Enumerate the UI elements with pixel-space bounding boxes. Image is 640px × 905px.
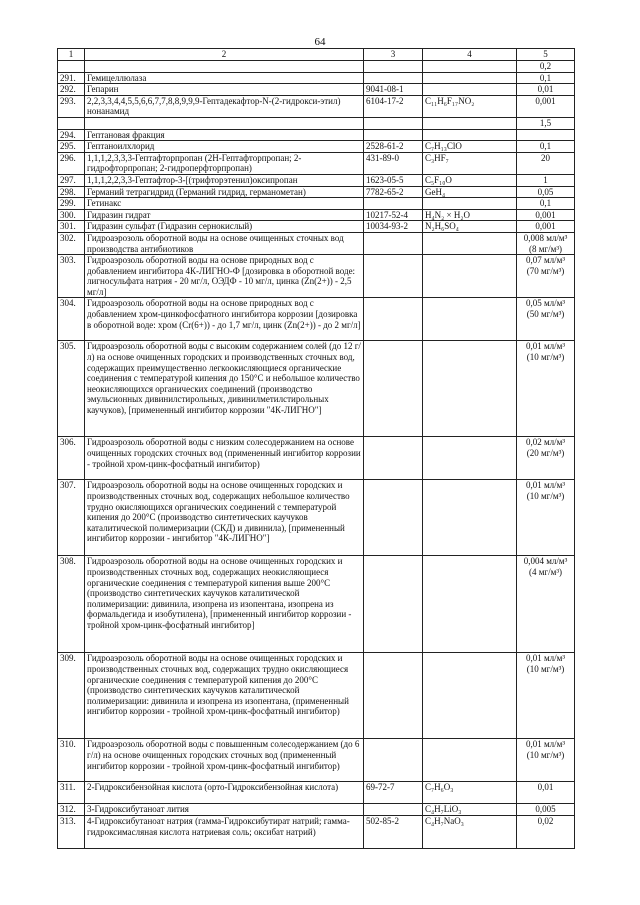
limit-value: 1,5 bbox=[517, 117, 575, 129]
limit-value: 0,1 bbox=[517, 198, 575, 210]
limit-value: 0,2 bbox=[517, 61, 575, 73]
row-number bbox=[58, 117, 85, 129]
chemical-formula: GeH₄ bbox=[423, 186, 517, 198]
table-row bbox=[58, 221, 575, 233]
substance-name: Гидроаэрозоль оборотной воды на основе очищенных городских и производственных сточных вод, содержащих трудно окисляющиеся органические соединения с температурой кипения до 200°С (производство синтетических каучуков каталитической полимеризации: дивинила и изопрена из изопентана, (примененный ингибитор коррозии - тройной хром-цинк-фосфатный ингибитор) bbox=[85, 653, 364, 739]
limit-value: 0,004 мл/м³ (4 мг/м³) bbox=[517, 556, 575, 653]
row-number: 307. bbox=[58, 480, 85, 556]
row-number: 312. bbox=[58, 804, 85, 816]
table-row bbox=[58, 152, 575, 174]
substance-name bbox=[85, 117, 364, 129]
chemical-formula: C₁₁H₆F₁₇NO₂ bbox=[423, 95, 517, 117]
chemical-formula bbox=[423, 341, 517, 437]
substance-name: 2,2,3,3,4,4,5,5,6,6,7,7,8,8,9,9,9-Гептадекафтор-N-(2-гидрокси-этил) нонанамид bbox=[85, 95, 364, 117]
cas-number bbox=[364, 129, 423, 141]
chemical-formula bbox=[423, 739, 517, 782]
substance-name: Гептаноилхлорид bbox=[85, 141, 364, 153]
chemical-formula: N₂H₆SO₄ bbox=[423, 221, 517, 233]
limit-value: 0,008 мл/м³ (8 мг/м³) bbox=[517, 232, 575, 254]
substance-name: Гидразин гидрат bbox=[85, 209, 364, 221]
chemical-formula bbox=[423, 556, 517, 653]
row-number: 293. bbox=[58, 95, 85, 117]
table-header-row bbox=[58, 49, 575, 61]
substance-name: 3-Гидроксибутаноат лития bbox=[85, 804, 364, 816]
table-row bbox=[58, 480, 575, 556]
substance-name: Гетинакс bbox=[85, 198, 364, 210]
table-row bbox=[58, 437, 575, 480]
cas-number bbox=[364, 341, 423, 437]
substance-name: 1,1,1,2,3,3,3-Гептафторпропан (2Н-Гептафторпропан; 2-гидрофторпропан; 2-гидроперфторпропан) bbox=[85, 152, 364, 174]
hygienic-standards-table bbox=[57, 48, 575, 849]
table-row bbox=[58, 141, 575, 153]
chemical-formula: C₇H₁₃ClO bbox=[423, 141, 517, 153]
cas-number: 502-85-2 bbox=[364, 816, 423, 849]
substance-name: Гидроаэрозоль оборотной воды на основе природных вод с добавлением ингибитора 4К-ЛИГНО-Ф [дозировка в оборотной воде: лигносульфата натрия - 20 мг/л, ОЭДФ - 10 мг/л, цинка (Zn(2+)) - 2,5 мг/л] bbox=[85, 255, 364, 298]
substance-name: Гептановая фракция bbox=[85, 129, 364, 141]
limit-value: 0,005 bbox=[517, 804, 575, 816]
row-number: 299. bbox=[58, 198, 85, 210]
chemical-formula bbox=[423, 255, 517, 298]
row-number: 301. bbox=[58, 221, 85, 233]
chemical-formula: H₄N₂ × H₂O bbox=[423, 209, 517, 221]
limit-value: 0,01 bbox=[517, 84, 575, 96]
chemical-formula: C₇H₆O₃ bbox=[423, 782, 517, 804]
substance-name: Гидроаэрозоль оборотной воды с повышенным солесодержанием (до 6 г/л) на основе очищенных городских сточных вод (примененный ингибитор коррозии - тройной хром-цинк-фосфатный ингибитор) bbox=[85, 739, 364, 782]
limit-value: 0,01 мл/м³ (10 мг/м³) bbox=[517, 653, 575, 739]
substance-name: 2-Гидроксибензойная кислота (орто-Гидроксибензойная кислота) bbox=[85, 782, 364, 804]
header-col-4: 4 bbox=[423, 49, 517, 61]
chemical-formula bbox=[423, 72, 517, 84]
limit-value: 0,05 мл/м³ (50 мг/м³) bbox=[517, 298, 575, 341]
row-number: 309. bbox=[58, 653, 85, 739]
cas-number bbox=[364, 480, 423, 556]
limit-value: 0,02 мл/м³ (20 мг/м³) bbox=[517, 437, 575, 480]
table-row bbox=[58, 739, 575, 782]
row-number: 302. bbox=[58, 232, 85, 254]
row-number bbox=[58, 61, 85, 73]
row-number: 304. bbox=[58, 298, 85, 341]
chemical-formula bbox=[423, 117, 517, 129]
cas-number: 431-89-0 bbox=[364, 152, 423, 174]
cas-number: 7782-65-2 bbox=[364, 186, 423, 198]
row-number: 300. bbox=[58, 209, 85, 221]
substance-name: Гидразин сульфат (Гидразин сернокислый) bbox=[85, 221, 364, 233]
table-row bbox=[58, 804, 575, 816]
limit-value: 1 bbox=[517, 174, 575, 186]
row-number: 296. bbox=[58, 152, 85, 174]
substance-name: Гидроаэрозоль оборотной воды с низким солесодержанием на основе очищенных городских сточных вод (примененный ингибитор коррозии - тройной хром-цинк-фосфатный ингибитор) bbox=[85, 437, 364, 480]
table-row bbox=[58, 255, 575, 298]
cas-number bbox=[364, 804, 423, 816]
cas-number bbox=[364, 653, 423, 739]
cas-number bbox=[364, 61, 423, 73]
limit-value: 0,1 bbox=[517, 141, 575, 153]
table-row bbox=[58, 556, 575, 653]
chemical-formula bbox=[423, 437, 517, 480]
chemical-formula: C₄H₇NaO₃ bbox=[423, 816, 517, 849]
table-row bbox=[58, 653, 575, 739]
chemical-formula bbox=[423, 653, 517, 739]
row-number: 303. bbox=[58, 255, 85, 298]
row-number: 306. bbox=[58, 437, 85, 480]
table-row bbox=[58, 816, 575, 849]
table-row bbox=[58, 209, 575, 221]
row-number: 313. bbox=[58, 816, 85, 849]
limit-value: 0,05 bbox=[517, 186, 575, 198]
table-row bbox=[58, 341, 575, 437]
limit-value: 0,01 мл/м³ (10 мг/м³) bbox=[517, 480, 575, 556]
table-row bbox=[58, 72, 575, 84]
header-col-5: 5 bbox=[517, 49, 575, 61]
substance-name bbox=[85, 61, 364, 73]
cas-number: 69-72-7 bbox=[364, 782, 423, 804]
substance-name: 1,1,1,2,2,3,3-Гептафтор-3-[(трифторэтенил)оксипропан bbox=[85, 174, 364, 186]
chemical-formula bbox=[423, 298, 517, 341]
limit-value: 0,1 bbox=[517, 72, 575, 84]
table-body bbox=[58, 61, 575, 849]
row-number: 294. bbox=[58, 129, 85, 141]
page-number: 64 bbox=[314, 36, 326, 48]
substance-name: Гидроаэрозоль оборотной воды с высоким содержанием солей (до 12 г/л) на основе очищенных городских и производственных сточных вод, содержащих преимущественно легкоокисляющиеся органические соединения с температурой кипения до 150°С и небольшое количество неокисляющихся органических соединений (производство эмульсионных дивинилстирольных, дивинилметилстирольных каучуков), [примененный ингибитор коррозии "4К-ЛИГНО"] bbox=[85, 341, 364, 437]
cas-number: 10217-52-4 bbox=[364, 209, 423, 221]
header-col-3: 3 bbox=[364, 49, 423, 61]
cas-number bbox=[364, 437, 423, 480]
cas-number: 6104-17-2 bbox=[364, 95, 423, 117]
row-number: 310. bbox=[58, 739, 85, 782]
header-col-2: 2 bbox=[85, 49, 364, 61]
limit-value: 0,01 bbox=[517, 782, 575, 804]
row-number: 308. bbox=[58, 556, 85, 653]
header-col-1: 1 bbox=[58, 49, 85, 61]
limit-value: 0,01 мл/м³ (10 мг/м³) bbox=[517, 739, 575, 782]
row-number: 298. bbox=[58, 186, 85, 198]
limit-value: 0,001 bbox=[517, 209, 575, 221]
cas-number bbox=[364, 298, 423, 341]
substance-name: Гидроаэрозоль оборотной воды на основе очищенных сточных вод производства антибиотиков bbox=[85, 232, 364, 254]
table-row bbox=[58, 129, 575, 141]
cas-number bbox=[364, 232, 423, 254]
substance-name: Гидроаэрозоль оборотной воды на основе очищенных городских и производственных сточных вод, содержащих неокисляющиеся органические соединения с температурой кипения выше 200°С (производство синтетических каучуков каталитической полимеризации: дивинила, изопрена из изопентана, изопрена из формальдегида и изобутилена), [примененный ингибитор коррозии - тройной хром-цинк-фосфатный ингибитор] bbox=[85, 556, 364, 653]
row-number: 297. bbox=[58, 174, 85, 186]
table-row bbox=[58, 117, 575, 129]
chemical-formula: C₄H₇LiO₃ bbox=[423, 804, 517, 816]
substance-name: Германий тетрагидрид (Германий гидрид, германометан) bbox=[85, 186, 364, 198]
row-number: 291. bbox=[58, 72, 85, 84]
table-row bbox=[58, 95, 575, 117]
substance-name: Гидроаэрозоль оборотной воды на основе природных вод с добавлением хром-цинкофосфатного ингибитора коррозии [дозировка в оборотной воде: хром (Cr(6+)) - до 1,7 мг/л, цинк (Zn(2+)) - до 2 мг/л] bbox=[85, 298, 364, 341]
limit-value: 0,01 мл/м³ (10 мг/м³) bbox=[517, 341, 575, 437]
table-row bbox=[58, 782, 575, 804]
chemical-formula bbox=[423, 61, 517, 73]
chemical-formula bbox=[423, 129, 517, 141]
row-number: 305. bbox=[58, 341, 85, 437]
cas-number: 1623-05-5 bbox=[364, 174, 423, 186]
table-row bbox=[58, 61, 575, 73]
cas-number: 9041-08-1 bbox=[364, 84, 423, 96]
row-number: 311. bbox=[58, 782, 85, 804]
cas-number bbox=[364, 198, 423, 210]
row-number: 292. bbox=[58, 84, 85, 96]
chemical-formula bbox=[423, 232, 517, 254]
table-row bbox=[58, 232, 575, 254]
substance-name: Гемицеллюлаза bbox=[85, 72, 364, 84]
chemical-formula: C₃HF₇ bbox=[423, 152, 517, 174]
table-row bbox=[58, 84, 575, 96]
substance-name: 4-Гидроксибутаноат натрия (гамма-Гидроксибутират натрий; гамма-гидроксимасляная кислота натриевая соль; оксибат натрий) bbox=[85, 816, 364, 849]
limit-value: 0,07 мл/м³ (70 мг/м³) bbox=[517, 255, 575, 298]
table-row bbox=[58, 174, 575, 186]
substance-name: Гепарин bbox=[85, 84, 364, 96]
table-row bbox=[58, 298, 575, 341]
limit-value: 0,001 bbox=[517, 95, 575, 117]
limit-value bbox=[517, 129, 575, 141]
cas-number bbox=[364, 255, 423, 298]
limit-value: 0,02 bbox=[517, 816, 575, 849]
cas-number bbox=[364, 739, 423, 782]
chemical-formula: C₅F₁₀O bbox=[423, 174, 517, 186]
chemical-formula bbox=[423, 480, 517, 556]
table-row bbox=[58, 186, 575, 198]
cas-number: 2528-61-2 bbox=[364, 141, 423, 153]
cas-number bbox=[364, 117, 423, 129]
table-row bbox=[58, 198, 575, 210]
cas-number bbox=[364, 556, 423, 653]
chemical-formula bbox=[423, 198, 517, 210]
limit-value: 0,001 bbox=[517, 221, 575, 233]
limit-value: 20 bbox=[517, 152, 575, 174]
substance-name: Гидроаэрозоль оборотной воды на основе очищенных городских и производственных сточных вод, содержащих небольшое количество трудно окисляющихся органических соединений с температурой кипения до 200°С (производство синтетических каучуков каталитической полимеризации (СКД) и дивинила), [примененный ингибитор коррозии - ингибитор "4К-ЛИГНО"] bbox=[85, 480, 364, 556]
cas-number: 10034-93-2 bbox=[364, 221, 423, 233]
row-number: 295. bbox=[58, 141, 85, 153]
cas-number bbox=[364, 72, 423, 84]
chemical-formula bbox=[423, 84, 517, 96]
